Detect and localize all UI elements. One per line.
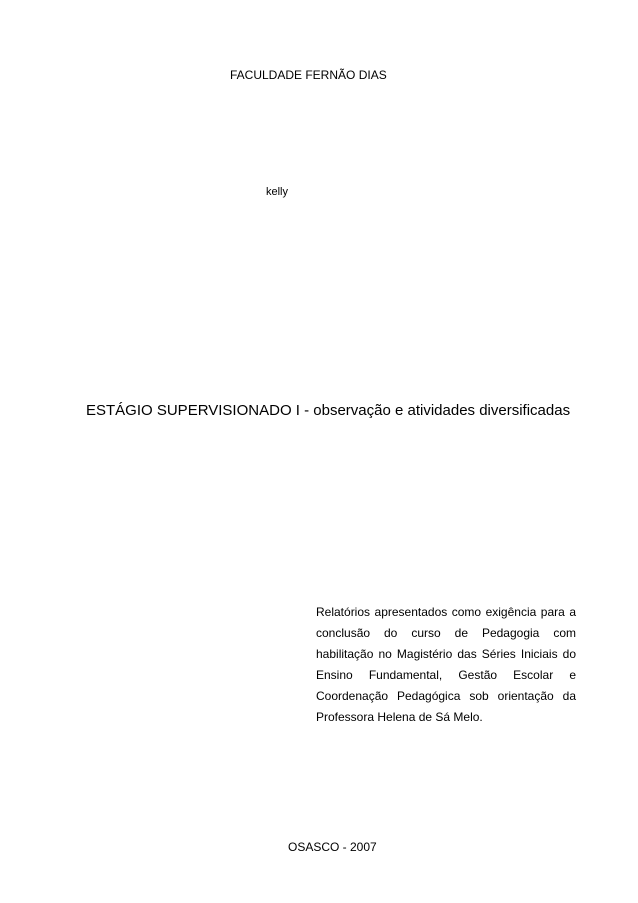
document-description: Relatórios apresentados como exigência para a conclusão do curso de Pedagogia com habilitação no Magistério das Séries Iniciais do Ensino Fundamental, Gestão Escolar e Coordenação Pedagógica sob orientação da Professora Helena de Sá Melo. [316,605,576,724]
institution-name: FACULDADE FERNÃO DIAS [230,68,387,82]
author-name: kelly [266,186,289,198]
city-year: OSASCO - 2007 [288,840,377,854]
document-title: ESTÁGIO SUPERVISIONADO I - observação e atividades diversificadas [86,402,571,419]
